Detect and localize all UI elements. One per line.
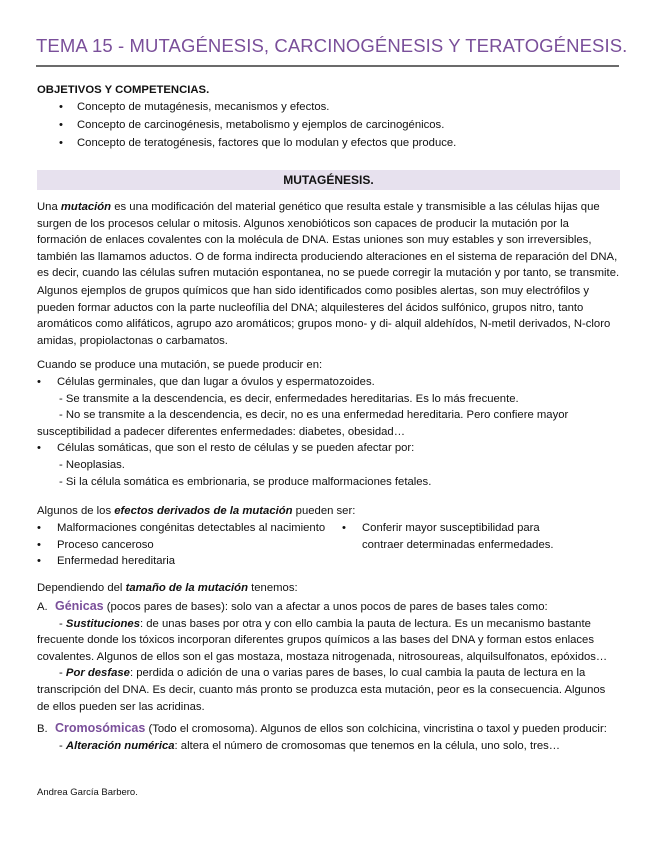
paragraph-mutation-definition xyxy=(37,199,620,282)
sub-paragraph-desfase xyxy=(37,665,620,715)
list-item-germinal: • Células germinales, que dan lugar a óvulos y espermatozoides. xyxy=(37,374,620,391)
objectives-list xyxy=(37,99,620,153)
text-run: : de unas bases por otra y con ello cambia la pauta de lectura. Es un mecanismo bastante frecuente donde los tóxicos incorporan diferentes grupos químicos a las bases del DNA y forman estos enlaces covalentes. Algunos de ellos son el gas mostaza, mostaza nitrogenada, nitrosoureas, alquilsulfonatos, epóxidos… xyxy=(37,617,608,663)
text-run: tenemos: xyxy=(248,582,298,594)
section-heading-mutagenesis: MUTAGÉNESIS. xyxy=(37,170,620,190)
list-item: • Enfermedad hereditaria xyxy=(37,553,342,570)
block-heading xyxy=(37,720,620,738)
sub-item xyxy=(37,407,620,440)
text-run: pueden ser: xyxy=(292,505,356,517)
block-cromosomicas xyxy=(37,720,620,754)
title-divider xyxy=(36,65,619,67)
paragraph-where-mutation: Cuando se produce una mutación, se puede producir en: xyxy=(37,359,323,371)
sub-item-text: - No se transmite a la descendencia, es decir, no es una enfermedad hereditaria. Pero confiere mayor susceptibilidad a padecer diferentes enfermedades: diabetes, obesidad… xyxy=(37,409,569,438)
text-run: es una modificación del material genético que resulta estale y transmisible a las células hijas que surgen de los procesos celular o mitosis. Algunos xenobióticos son capaces de producir la mutación por la formación de enlaces covalentes con la molécula de DNA. Estas uniones son muy estables y son irreversibles, también las llamamos aductos. O de forma indirecta produciendo alteraciones en el sistema de reparación del DNA, es decir, cuando las células sufren mutación espontanea, no se puede corregir la mutación y por tanto, se transmite. xyxy=(37,201,620,280)
text-run: Algunos de los xyxy=(37,505,115,517)
list-item: • Concepto de mutagénesis, mecanismos y efectos. xyxy=(37,99,620,117)
block-genicas xyxy=(37,598,620,715)
text-run: (Todo el cromosoma). Algunos de ellos son colchicina, vincristina o taxol y pueden producir: xyxy=(145,723,607,735)
paragraph-size-intro xyxy=(37,580,620,597)
term-sustituciones: Sustituciones xyxy=(65,617,140,630)
text-run: (pocos pares de bases): solo van a afectar a unos pocos de pares de bases tales como: xyxy=(103,601,548,613)
text-run: Una xyxy=(37,201,61,213)
block-letter: A. xyxy=(37,601,48,613)
paragraph-chemical-groups: Algunos ejemplos de grupos químicos que han sido identificados como posibles alertas, son muy electrófilos y pueden formar aductos con la parte nucleofília del DNA; alquilesteres del ácidos sulfónico, grupos nitro, tanto aromáticos como alifáticos, agrupo azo aromáticos; grupos mono- y di- alquil aldehídos, N-metil derivados, N-cloro amidas, propiolactonas o carbamatos. xyxy=(37,285,611,347)
effects-list-left xyxy=(37,520,342,570)
term-alteracion-numerica: Alteración numérica xyxy=(65,739,175,752)
block-letter: B. xyxy=(37,723,48,735)
text-run: Dependiendo del xyxy=(37,582,126,594)
sub-paragraph-alteracion xyxy=(37,738,620,755)
footer-author: Andrea García Barbero. xyxy=(37,787,138,798)
sub-item: - Neoplasias. xyxy=(59,458,125,471)
list-item: • Malformaciones congénitas detectables al nacimiento xyxy=(37,520,342,537)
sub-item: - Se transmite a la descendencia, es decir, enfermedades hereditarias. Es lo más frecuente. xyxy=(59,392,519,405)
list-item: • Concepto de teratogénesis, factores que lo modulan y efectos que produce. xyxy=(37,135,620,153)
block-heading xyxy=(37,598,620,616)
term-cromosomicas: Cromosómicas xyxy=(55,721,146,735)
list-item: • Conferir mayor susceptibilidad para contraer determinadas enfermedades. xyxy=(342,520,582,553)
effects-columns xyxy=(37,520,620,570)
list-item: • Concepto de carcinogénesis, metabolismo y ejemplos de carcinogénicos. xyxy=(37,117,620,135)
sub-item: - Si la célula somática es embrionaria, se produce malformaciones fetales. xyxy=(59,475,432,488)
term-desfase: Por desfase xyxy=(65,667,130,680)
term-mutacion: mutación xyxy=(60,201,112,213)
objectives-heading: OBJETIVOS Y COMPETENCIAS. xyxy=(37,84,210,96)
dash: - xyxy=(59,667,66,680)
text-run: : perdida o adición de una o varias pares de bases, lo cual cambia la pauta de lectura en la transcripción del DNA. Es decir, cuanto más pronto se produzca esta mutación, peor es la consecuencia. Algunos de ellos pueden ser las acridinas. xyxy=(37,667,606,713)
term-size: tamaño de la mutación xyxy=(125,582,248,594)
term-effects: efectos derivados de la mutación xyxy=(114,505,293,517)
paragraph-effects-intro xyxy=(37,503,620,520)
page-title: TEMA 15 - MUTAGÉNESIS, CARCINOGÉNESIS Y TERATOGÉNESIS. xyxy=(36,35,628,56)
mutation-sites-list xyxy=(37,374,620,490)
dash: - xyxy=(59,617,66,630)
term-genicas: Génicas xyxy=(55,599,104,613)
list-item: • Proceso canceroso xyxy=(37,537,342,554)
list-item-somatic: • Células somáticas, que son el resto de células y se pueden afectar por: xyxy=(37,440,620,457)
sub-paragraph-sustituciones xyxy=(37,616,620,666)
text-run: : altera el número de cromosomas que tenemos en la célula, uno solo, tres… xyxy=(174,739,561,752)
dash: - xyxy=(59,739,66,752)
effects-list-right xyxy=(342,520,582,570)
